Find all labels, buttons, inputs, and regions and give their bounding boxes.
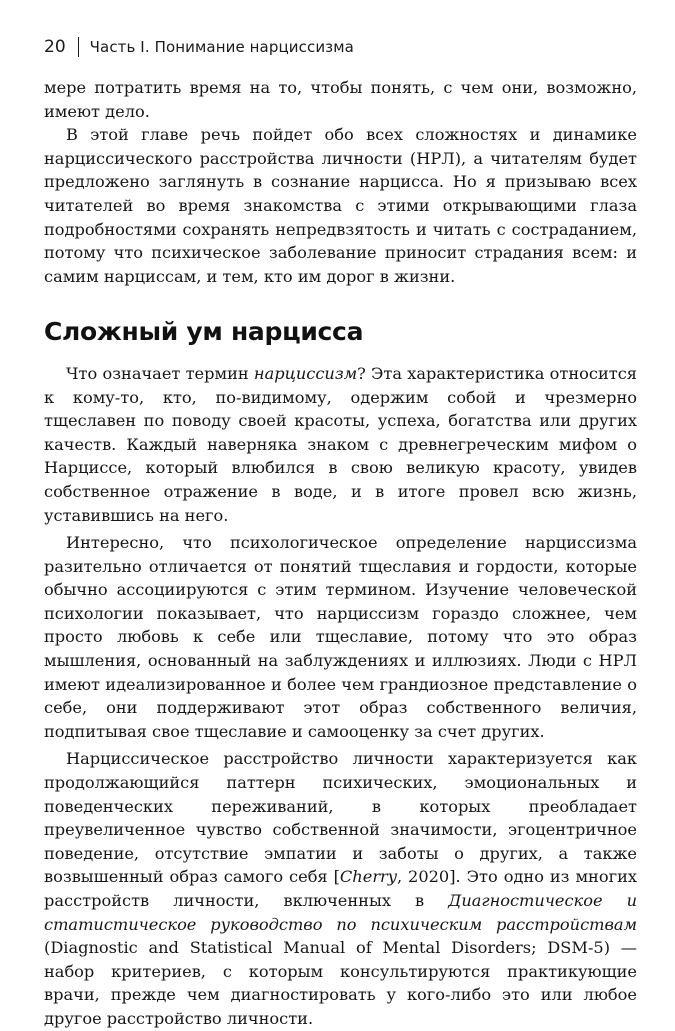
p1-text-b: ? Эта характеристика относится к кому-то, кто, по-видимому, одержим собой и чрезмерно тщеславен по поводу своей красоты, успеха, богатства или других качеств. Каждый наверняка знаком с древнегреческим мифом о Нарциссе, который влюбился в свою великую красоту, увидев собственное отражение в воде, и в итоге провел всю жизнь, уставившись на него.: [44, 363, 638, 525]
paragraph-disorder: [44, 747, 637, 1030]
page-number: 20: [44, 37, 66, 57]
page-body: [44, 76, 637, 1031]
p3-citation: Cherry: [339, 867, 397, 887]
paragraph-intro: В этой главе речь пойдет обо всех сложностях и динамике нарциссического расстройства личности (НРЛ), а читателям будет предложено заглянуть в сознание нарцисса. Но я призываю всех читателей во время знакомства с этими открывающими глаза подробностями сохранять непредвзятость и читать с состраданием, потому что психическое заболевание приносит страдания всем: и самим нарциссам, и тем, кто им дорог в жизни.: [44, 125, 637, 286]
header-divider: [78, 37, 79, 57]
p3-text-b: , 2020]. Это одно из многих расстройств личности, включенных в: [44, 867, 637, 910]
paragraph-definition: [44, 362, 637, 527]
p1-term: нарциссизм: [253, 363, 358, 383]
paragraph-psychology: Интересно, что психологическое определение нарциссизма разительно отличается от понятий тщеславия и гордости, которые обычно ассоциируются с этим термином. Изучение человеческой психологии показывает, что нарциссизм гораздо сложнее, чем просто любовь к себе или тщеславие, потому что это образ мышления, основанный на заблуждениях и иллюзиях. Люди с НРЛ имеют идеализированное и более чем грандиозное представление о себе, они поддерживают этот образ собственного величия, подпитывая свое тщеславие и самооценку за счет других.: [44, 533, 637, 741]
section-heading: Сложный ум нарцисса: [44, 317, 364, 347]
p1-text-a: Что означает термин: [66, 363, 254, 383]
running-header: [44, 30, 637, 64]
p3-text-c: (Diagnostic and Statistical Manual of Mental Disorders; DSM-5) — набор критериев, с которым консультируются практикующие врачи, прежде чем диагностировать у кого-либо это или любое другое расстройство личности.: [44, 938, 637, 1028]
running-title: Часть I. Понимание нарциссизма: [89, 38, 354, 56]
p3-book-title: Диагностическое и статистическое руководство по психическим расстройствам: [44, 891, 637, 934]
p3-text-a: Нарциссическое расстройство личности характеризуется как продолжающийся паттерн психических, эмоциональных и поведенческих переживаний, в которых преобладает преувеличенное чувство собственной значимости, эгоцентричное поведение, отсутствие эмпатии и заботы о других, а также возвышенный образ самого себя [: [44, 749, 637, 887]
paragraph-continued: мере потратить время на то, чтобы понять, с чем они, возможно, имеют дело.: [44, 78, 637, 121]
